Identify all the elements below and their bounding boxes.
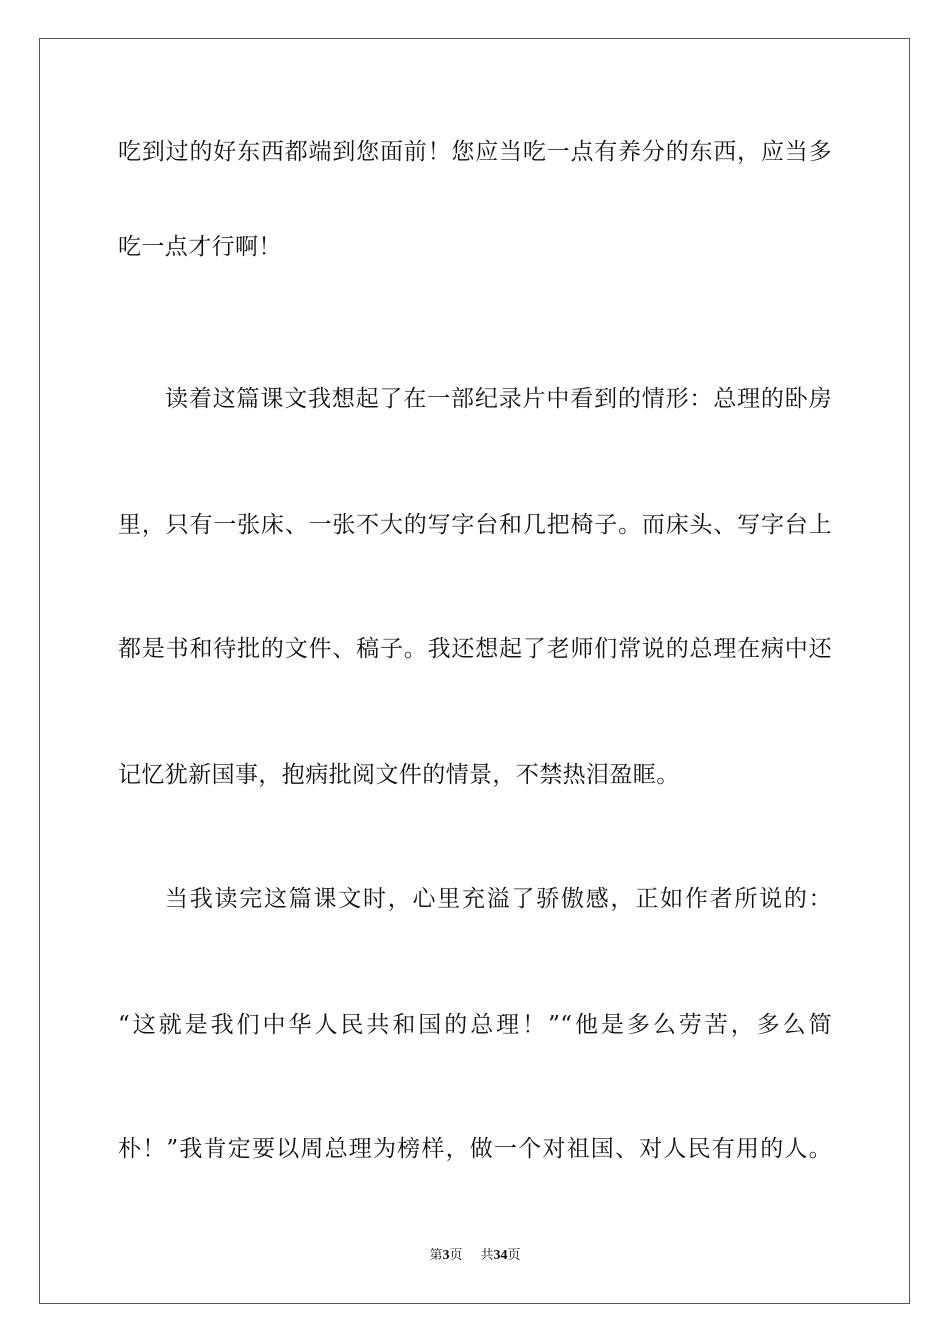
page-number: 3: [442, 1248, 450, 1263]
page-label-suffix: 页: [449, 1248, 463, 1263]
total-pages: 34: [493, 1248, 508, 1263]
total-label-suffix: 页: [507, 1248, 521, 1263]
body-text-line: 记忆犹新国事，抱病批阅文件的情景，不禁热泪盈眶。: [118, 762, 680, 788]
total-label-prefix: 共: [480, 1248, 494, 1263]
page-footer: [0, 1247, 950, 1265]
page-label-prefix: 第: [429, 1248, 443, 1263]
body-text-line: 都是书和待批的文件、稿子。我还想起了老师们常说的总理在病中还: [118, 636, 832, 662]
body-text-line: 吃一点才行啊！: [118, 234, 282, 260]
body-text-line: 吃到过的好东西都端到您面前！您应当吃一点有养分的东西，应当多: [118, 139, 832, 165]
paragraph-start-line: 读着这篇课文我想起了在一部纪录片中看到的情形：总理的卧房: [165, 386, 832, 412]
body-text-line: 里，只有一张床、一张不大的写字台和几把椅子。而床头、写字台上: [118, 512, 832, 538]
paragraph-start-line: 当我读完这篇课文时，心里充溢了骄傲感，正如作者所说的：: [165, 886, 832, 912]
page-frame: [39, 38, 910, 1304]
body-text-line: “这就是我们中华人民共和国的总理！”“他是多么劳苦，多么简: [118, 1012, 832, 1038]
body-text-line: 朴！”我肯定要以周总理为榜样，做一个对祖国、对人民有用的人。: [118, 1136, 832, 1162]
